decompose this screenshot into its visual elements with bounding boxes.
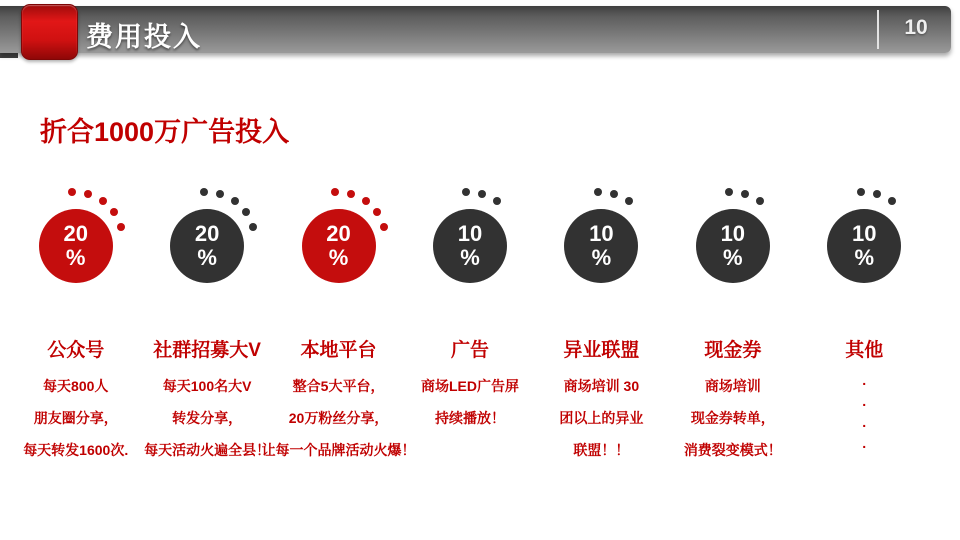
decor-dot bbox=[610, 190, 618, 198]
percent-circle bbox=[170, 209, 244, 283]
decor-dot bbox=[242, 208, 250, 216]
decor-dot bbox=[347, 190, 355, 198]
decor-dot bbox=[231, 197, 239, 205]
decor-dot bbox=[725, 188, 733, 196]
percent-value: 20 bbox=[63, 221, 88, 246]
percent-unit: % bbox=[723, 245, 743, 270]
description-line: . bbox=[862, 372, 867, 388]
header-red-square-icon bbox=[21, 4, 78, 60]
percent-circle-graphic bbox=[404, 185, 535, 285]
channel-title: 广告 bbox=[450, 340, 489, 361]
description-line: 联盟！！ bbox=[573, 442, 630, 458]
description-line: 每天800人 bbox=[43, 378, 109, 394]
percent-unit: % bbox=[197, 245, 217, 270]
percent-value: 10 bbox=[851, 221, 877, 246]
percent-circle-graphic bbox=[10, 185, 141, 285]
percent-circle-graphic bbox=[536, 185, 667, 285]
channel-columns bbox=[10, 185, 930, 466]
percent-value: 20 bbox=[326, 221, 351, 246]
percent-unit: % bbox=[460, 245, 480, 270]
decor-dot bbox=[888, 197, 896, 205]
description-line: 团以上的异业 bbox=[559, 410, 644, 426]
page-number-divider bbox=[877, 10, 879, 49]
percent-unit: % bbox=[328, 245, 349, 270]
channel-description bbox=[862, 370, 866, 454]
percent-circle bbox=[564, 209, 638, 283]
column-advertising bbox=[404, 185, 535, 466]
description-line: 20万粉丝分享， bbox=[288, 410, 389, 426]
decor-dot bbox=[478, 190, 486, 198]
channel-description bbox=[144, 370, 270, 466]
column-official-account bbox=[10, 185, 141, 466]
percent-value: 20 bbox=[194, 221, 220, 246]
description-line: 让每一个品牌活动火爆！ bbox=[261, 442, 416, 458]
decor-dot bbox=[857, 188, 865, 196]
percent-circle-graphic bbox=[142, 185, 273, 285]
decor-dot bbox=[373, 208, 381, 216]
channel-title: 异业联盟 bbox=[563, 340, 640, 361]
percent-circle-graphic bbox=[273, 185, 404, 285]
channel-title: 现金券 bbox=[704, 340, 762, 361]
decor-dot bbox=[380, 223, 388, 231]
decor-dot bbox=[117, 223, 125, 231]
section-heading: 折合1000万广告投入 bbox=[40, 117, 290, 147]
decor-dot bbox=[594, 188, 602, 196]
decor-dot bbox=[462, 188, 470, 196]
description-line: 商场培训 bbox=[704, 378, 761, 394]
channel-title: 公众号 bbox=[47, 340, 105, 361]
channel-title: 其他 bbox=[845, 340, 884, 361]
channel-description bbox=[559, 370, 643, 466]
column-other bbox=[799, 185, 930, 466]
description-line: 整合5大平台， bbox=[292, 378, 385, 394]
column-local-platform bbox=[261, 185, 416, 466]
decor-dot bbox=[331, 188, 339, 196]
description-line: 每天100名大V bbox=[162, 378, 252, 394]
column-alliance bbox=[536, 185, 667, 466]
description-line: 现金券转单， bbox=[690, 410, 775, 426]
page-title: 费用投入 bbox=[86, 22, 202, 52]
decor-dot bbox=[84, 190, 92, 198]
description-line: 商场培训 30 bbox=[563, 378, 640, 394]
description-line: 每天活动火遍全县！ bbox=[144, 442, 271, 458]
percent-value: 10 bbox=[720, 221, 746, 246]
percent-value: 10 bbox=[457, 221, 483, 246]
channel-description bbox=[684, 370, 782, 466]
description-line: 每天转发1600次. bbox=[23, 442, 129, 458]
percent-unit: % bbox=[591, 245, 612, 270]
decor-dot bbox=[873, 190, 881, 198]
percent-unit: % bbox=[854, 245, 875, 270]
description-line: . bbox=[862, 393, 867, 409]
percent-circle bbox=[39, 209, 113, 283]
channel-title: 本地平台 bbox=[300, 340, 377, 361]
description-line: 朋友圈分享， bbox=[33, 410, 118, 426]
channel-description bbox=[421, 370, 519, 434]
percent-value: 10 bbox=[589, 221, 614, 246]
column-cash-coupon bbox=[667, 185, 798, 466]
percent-unit: % bbox=[65, 245, 86, 270]
percent-circle-graphic bbox=[667, 185, 798, 285]
description-line: 持续播放！ bbox=[434, 410, 505, 426]
decor-dot bbox=[362, 197, 370, 205]
page-number: 10 bbox=[904, 16, 928, 39]
decor-dot bbox=[110, 208, 118, 216]
percent-circle bbox=[827, 209, 901, 283]
decor-dot bbox=[756, 197, 764, 205]
decor-dot bbox=[741, 190, 749, 198]
percent-circle bbox=[433, 209, 507, 283]
percent-circle-graphic bbox=[799, 185, 930, 285]
decor-dot bbox=[200, 188, 208, 196]
description-line: . bbox=[862, 435, 867, 451]
channel-title: 社群招募大V bbox=[153, 340, 261, 361]
column-community-recruit bbox=[141, 185, 272, 466]
description-line: 商场LED广告屏 bbox=[420, 378, 519, 394]
description-line: . bbox=[862, 414, 867, 430]
decor-dot bbox=[68, 188, 76, 196]
decor-dot bbox=[216, 190, 224, 198]
channel-description bbox=[23, 370, 128, 466]
decor-dot bbox=[99, 197, 107, 205]
channel-description bbox=[262, 370, 416, 466]
description-line: 消费裂变模式！ bbox=[683, 442, 782, 458]
percent-circle bbox=[302, 209, 376, 283]
description-line: 转发分享， bbox=[172, 410, 243, 426]
decor-dot bbox=[249, 223, 257, 231]
decor-dot bbox=[493, 197, 501, 205]
decor-dot bbox=[625, 197, 633, 205]
percent-circle bbox=[696, 209, 770, 283]
